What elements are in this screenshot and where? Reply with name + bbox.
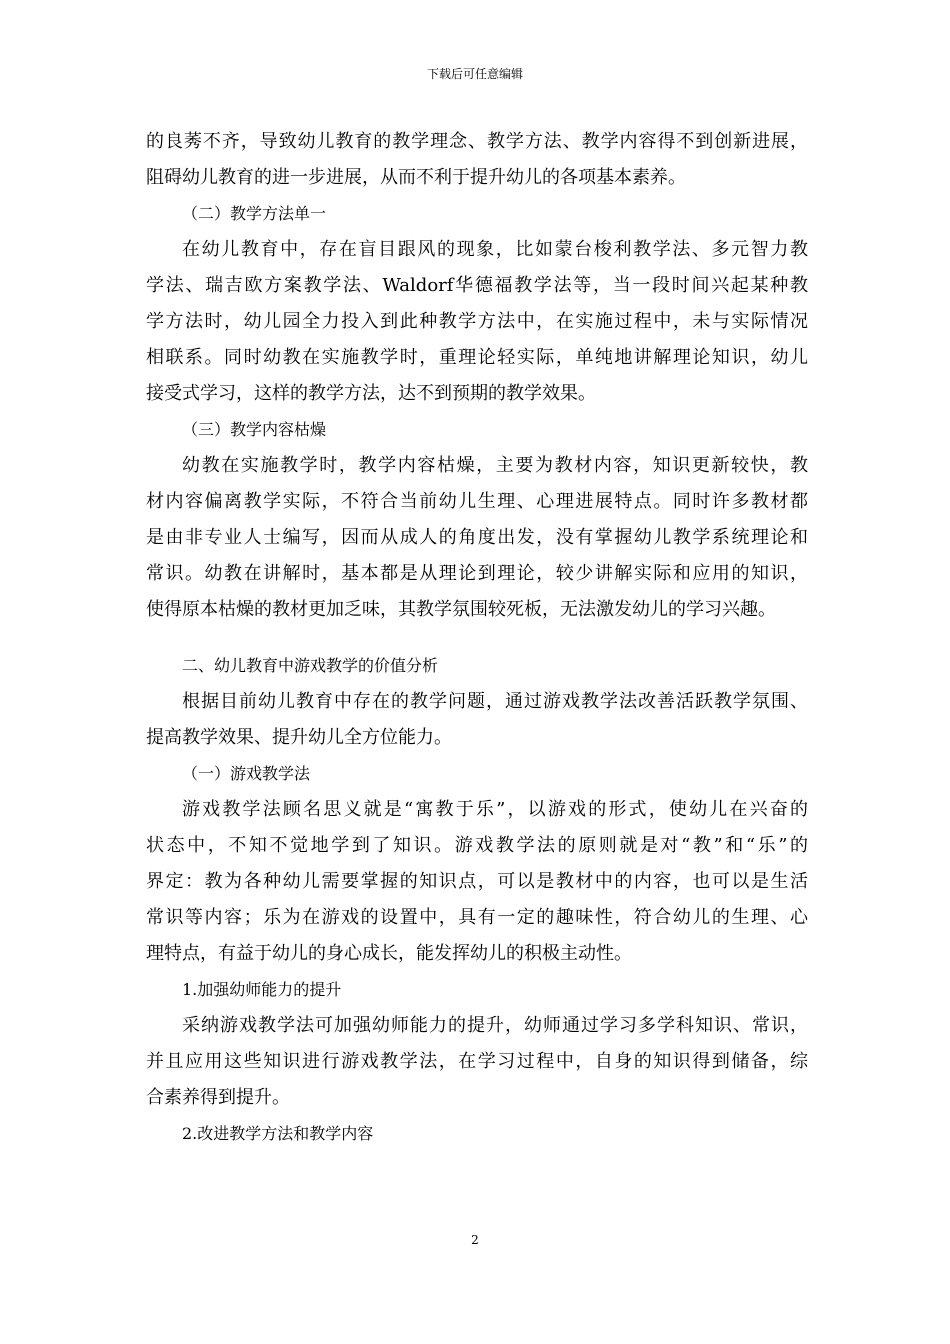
- text-line: 材内容偏离教学实际，不符合当前幼儿生理、心理进展特点。同时许多教材都: [146, 491, 808, 512]
- text-line: 学法、瑞吉欧方案教学法、Waldorf华德福教学法等，当一段时间兴起某种教: [146, 275, 808, 296]
- text-line: 游戏教学法顾名思义就是“寓教于乐”，以游戏的形式，使幼儿在兴奋的: [182, 799, 808, 820]
- page-header: 下载后可任意编辑: [426, 67, 523, 81]
- text-line: 提高教学效果、提升幼儿全方位能力。: [146, 727, 452, 748]
- document-body: [146, 124, 808, 1152]
- text-line: 并且应用这些知识进行游戏教学法，在学习过程中，自身的知识得到储备，综: [146, 1051, 808, 1072]
- page-number: 2: [471, 1233, 479, 1247]
- text-line: 幼教在实施教学时，教学内容枯燥，主要为教材内容，知识更新较快，教: [182, 455, 808, 476]
- text-line: 根据目前幼儿教育中存在的教学问题，通过游戏教学法改善活跃教学氛围、: [182, 691, 808, 712]
- text-line: 采纳游戏教学法可加强幼师能力的提升，幼师通过学习多学科知识、常识，: [182, 1015, 808, 1036]
- text-line: 使得原本枯燥的教材更加乏味，其教学氛围较死板，无法激发幼儿的学习兴趣。: [146, 599, 776, 620]
- text-line: 相联系。同时幼教在实施教学时，重理论轻实际，单纯地讲解理论知识，幼儿: [146, 347, 808, 368]
- text-line: 状态中，不知不觉地学到了知识。游戏教学法的原则就是对“教”和“乐”的: [146, 835, 808, 856]
- section-heading: 二、幼儿教育中游戏教学的价值分析: [182, 656, 439, 675]
- text-line: 界定：教为各种幼儿需要掌握的知识点，可以是教材中的内容，也可以是生活: [146, 871, 808, 892]
- text-line: 的良莠不齐，导致幼儿教育的教学理念、教学方法、教学内容得不到创新进展，: [146, 131, 808, 152]
- text-line: 合素养得到提升。: [146, 1087, 290, 1108]
- text-line: 常识等内容；乐为在游戏的设置中，具有一定的趣味性，符合幼儿的生理、心: [146, 907, 808, 928]
- subheading: 1.加强幼师能力的提升: [182, 980, 342, 999]
- text-line: 理特点，有益于幼儿的身心成长，能发挥幼儿的积极主动性。: [146, 943, 632, 964]
- section-gap: [146, 628, 808, 648]
- text-line: 学方法时，幼儿园全力投入到此种教学方法中，在实施过程中，未与实际情况: [146, 311, 808, 332]
- text-line: 是由非专业人士编写，因而从成人的角度出发，没有掌握幼儿教学系统理论和: [146, 527, 808, 548]
- text-line: 接受式学习，这样的教学方法，达不到预期的教学效果。: [146, 383, 596, 404]
- subheading: （三）教学内容枯燥: [182, 420, 327, 439]
- text-line: 在幼儿教育中，存在盲目跟风的现象，比如蒙台梭利教学法、多元智力教: [182, 239, 808, 260]
- subheading: （二）教学方法单一: [182, 204, 327, 223]
- subheading: 2.改进教学方法和教学内容: [182, 1124, 374, 1143]
- text-line: 阻碍幼儿教育的进一步进展，从而不利于提升幼儿的各项基本素养。: [146, 167, 686, 188]
- text-line: 常识。幼教在讲解时，基本都是从理论到理论，较少讲解实际和应用的知识，: [146, 563, 808, 584]
- subheading: （一）游戏教学法: [182, 764, 311, 783]
